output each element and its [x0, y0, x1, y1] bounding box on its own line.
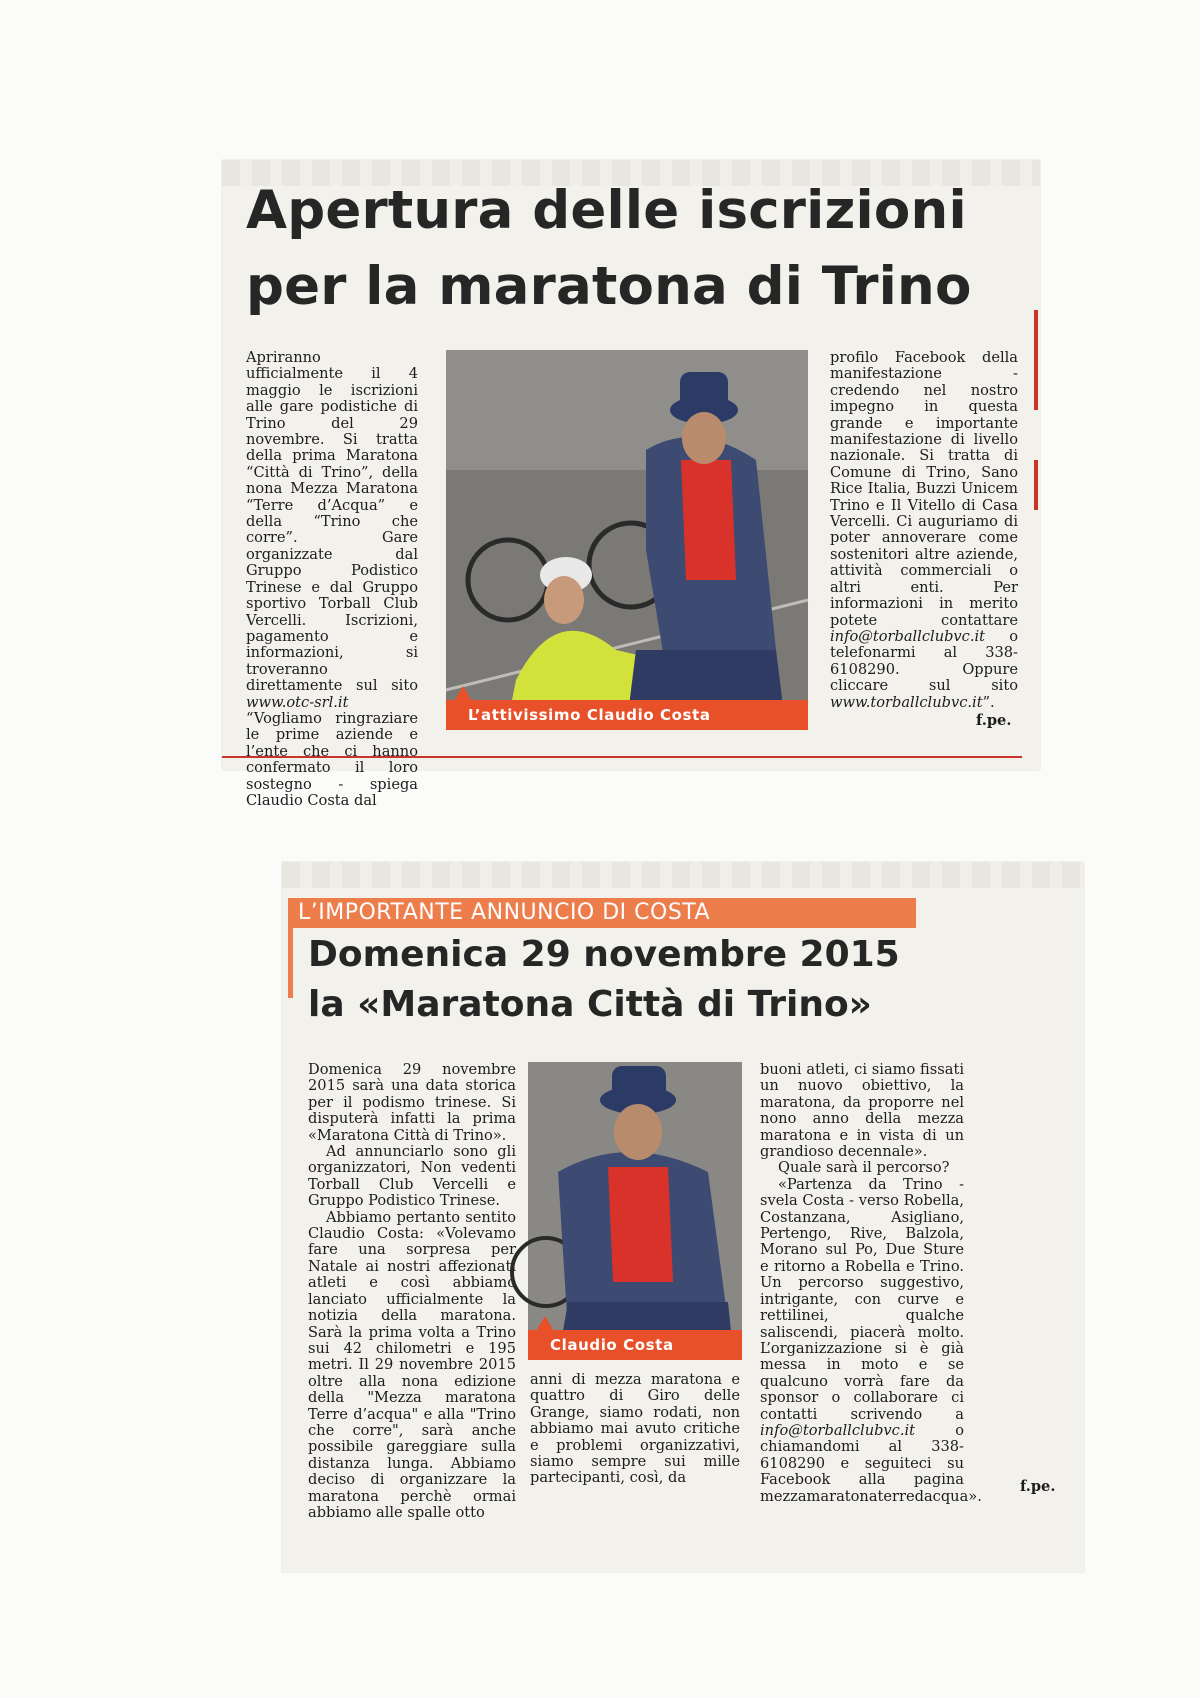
headline-line-1: Apertura delle iscrizioni: [246, 180, 967, 241]
photo-illustration: [528, 1062, 742, 1360]
photo-caption: Claudio Costa: [528, 1330, 742, 1360]
email-link: info@torballclubvc.it: [760, 1421, 916, 1439]
author-signature: f.pe.: [976, 712, 1012, 729]
column-text: ”.: [982, 693, 995, 711]
paragraph: [760, 1175, 982, 1505]
column-text: anni di mezza maratona e quattro di Giro delle Grange, siamo rodati, non abbiamo mai avuto critiche e problemi organizzativi, siamo sempre sui mille partecipanti, così, da: [530, 1371, 740, 1487]
paragraph: Abbiamo pertanto sentito Claudio Costa: «Volevamo fare una sorpresa per Natale ai nostri affezionati atleti e così abbiamo lanciato ufficialmente la notizia della maratona. Sarà la prima volta a Trino sui 42 chilometri e 195 metri. Il 29 novembre 2015 oltre alla nona edizione della "Mezza maratona Terre d’acqua" e alla "Trino che corre", sarà anche possibile gareggiare sulla distanza lunga. Abbiamo deciso di organizzare la maratona perchè ormai abbiamo alle spalle otto: [308, 1208, 516, 1521]
photo-caption: L’attivissimo Claudio Costa: [446, 700, 808, 730]
website-link: www.otc-srl.it: [246, 693, 349, 711]
paragraph: Domenica 29 novembre 2015 sarà una data storica per il podismo trinese. Si disputerà infatti la prima «Maratona Città di Trino».: [308, 1061, 516, 1144]
headline-line-2: per la maratona di Trino: [246, 256, 972, 317]
paragraph: buoni atleti, ci siamo fissati un nuovo obiettivo, la maratona, da proporre nel nono anno della mezza maratona e in vista di un grandioso decennale».: [760, 1061, 964, 1161]
kicker-accent-bar: [288, 928, 293, 998]
headline-line-2: la «Maratona Città di Trino»: [308, 984, 872, 1025]
website-link: www.torballclubvc.it: [830, 693, 983, 711]
paragraph: Quale sarà il percorso?: [778, 1159, 950, 1177]
column-text: o chiamandomi al 338-6108290 e seguiteci su Facebook alla pagina mezzamaratonaterredacqua».: [760, 1421, 982, 1505]
kicker-banner: L’IMPORTANTE ANNUNCIO DI COSTA: [288, 898, 916, 928]
column-text: Apriranno ufficialmente il 4 maggio le iscrizioni alle gare podistiche di Trino del 29 novembre. Si tratta della prima Maratona “Città di Trino”, della nona Mezza Maratona “Terre d’Acqua” e della “Trino che corre”. Gare organizzate dal Gruppo Podistico Trinese e dal Gruppo sportivo Torball Club Vercelli. Iscrizioni, pagamento e informazioni, si troveranno direttamente sul sito: [246, 349, 418, 695]
article-clipping-1: [222, 160, 1040, 809]
photo-illustration: [446, 350, 808, 730]
column-text: «Partenza da Trino - svela Costa - verso Robella, Costanzana, Asigliano, Pertengo, Rive, Balzola, Morano sul Po, Due Sture e ritorno a Robella e Trino. Un percorso suggestivo, intrigante, con curve e rettilinei, qualche saliscendi, piacerà molto. L’organizzazione si è già messa in moto e se qualcuno vorrà fare da sponsor o collaborare ci contatti scrivendo a: [760, 1175, 964, 1423]
article-column-2: [530, 1372, 740, 1487]
email-link: info@torballclubvc.it: [830, 627, 986, 645]
red-margin-mark: [1034, 310, 1038, 410]
paragraph: Ad annunciarlo sono gli organizzatori, Non vedenti Torball Club Vercelli e Gruppo Podistico Trinese.: [308, 1143, 516, 1210]
article-clipping-2: [282, 862, 1084, 1572]
article-column-3: [760, 1061, 982, 1505]
author-signature: f.pe.: [1020, 1478, 1056, 1495]
photo-claudio-costa: [528, 1062, 742, 1360]
photo-claudio-costa-handbike: [446, 350, 808, 730]
column-text: “Vogliamo ringraziare le prime aziende e l’ente che ci hanno confermato il loro sostegno - spiega Claudio Costa dal: [246, 709, 418, 809]
red-margin-mark: [1034, 460, 1038, 510]
bleed-through-strip: [282, 862, 1084, 888]
headline-line-1: Domenica 29 novembre 2015: [308, 934, 900, 975]
column-text: o telefonarmi al 338-6108290. Oppure cliccare sul sito: [830, 627, 1018, 695]
column-text: profilo Facebook della manifestazione - credendo nel nostro impegno in questa grande e importante manifestazione di livello nazionale. Si tratta di Comune di Trino, Sano Rice Italia, Buzzi Unicem Trino e Il Vitello di Casa Vercelli. Ci auguriamo di poter annoverare come sostenitori altre aziende, attività commerciali o altri enti. Per informazioni in merito potete contattare: [830, 349, 1018, 629]
article-column-1: [308, 1062, 516, 1521]
article-column-1: [246, 350, 418, 809]
article-column-3: [830, 350, 1018, 711]
